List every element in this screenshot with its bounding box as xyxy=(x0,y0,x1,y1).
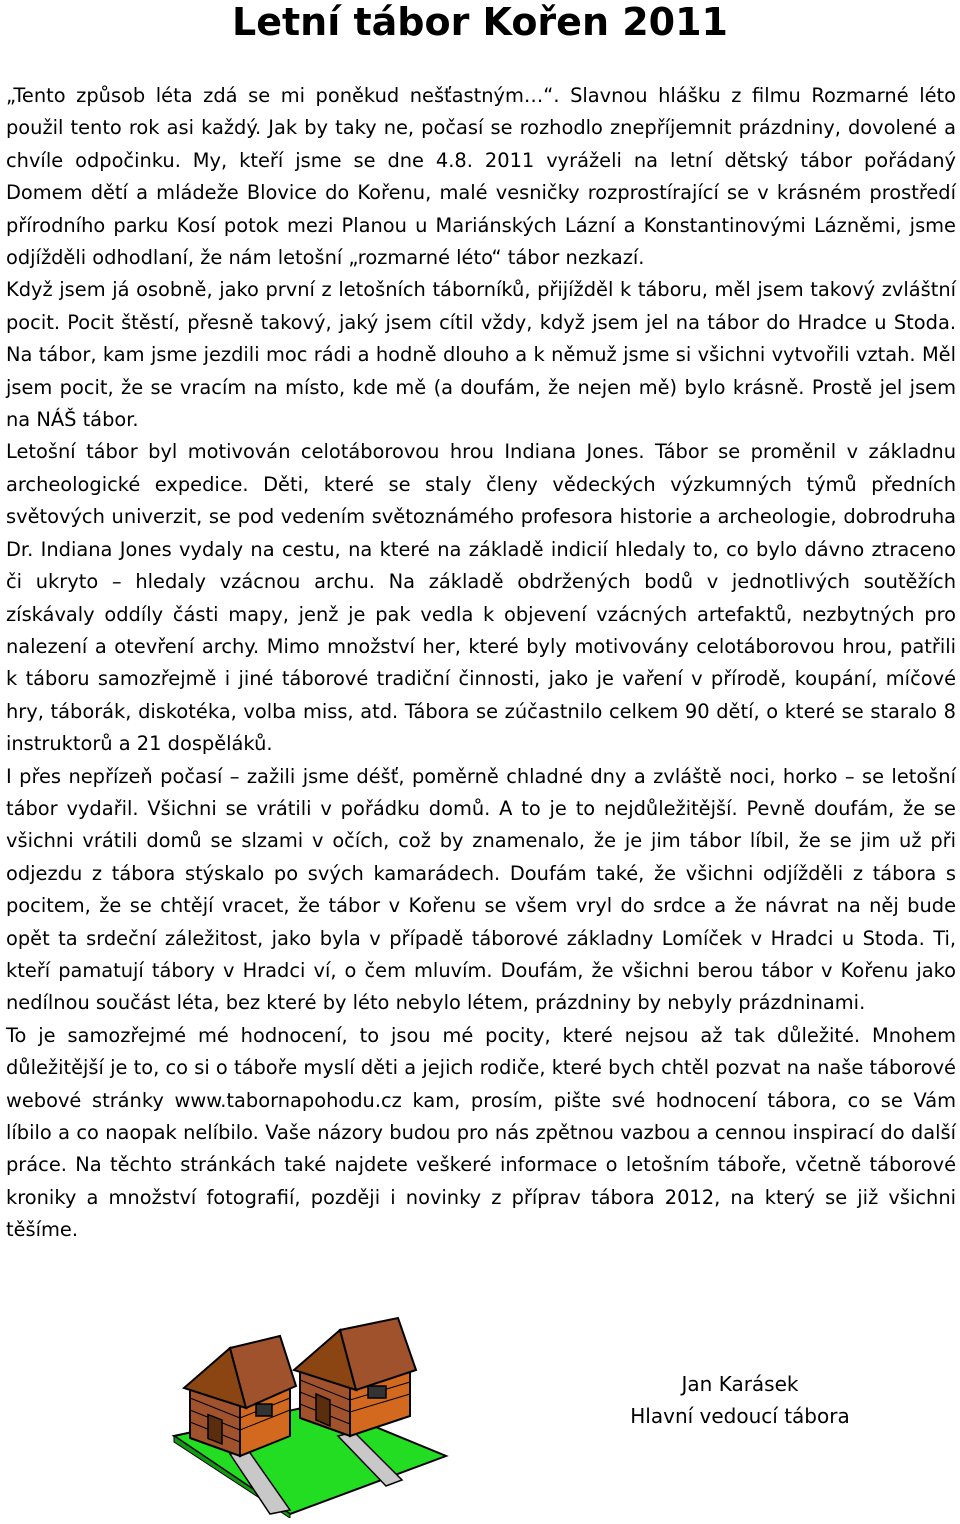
article-body xyxy=(6,80,956,1247)
paragraph-weather: I přes nepřízeň počasí – zažili jsme déšť, poměrně chladné dny a zvláště noci, horko – se letošní tábor vydařil. Všichni se vrátili v pořádku domů. A to je to nejdůležitější. Pevně doufám, že se všichni vrátili domů se slzami v očích, což by znamenalo, že je jim tábor líbil, že se jim už při odjezdu z tábora stýskalo po svých kamarádech. Doufám také, že všichni odjížděli z tábora s pocitem, že se chtějí vracet, že tábor v Kořenu se všem vryl do srdce a že návrat na něj bude opět ta srdeční záležitost, jako byla v případě táborové základny Lomíček v Hradci u Stoda. Ti, kteří pamatují tábory v Hradci ví, o čem mluvím. Doufám, že všichni berou tábor v Kořenu jako nedílnou součást léta, bez které by léto nebylo létem, prázdniny by nebyly prázdninami. xyxy=(6,764,956,1015)
paragraph-intro: „Tento způsob léta zdá se mi poněkud nešťastným…“. Slavnou hlášku z filmu Rozmarné léto použil tento rok asi každý. Jak by taky ne, počasí se rozhodlo znepříjemnit prázdniny, dovolené a chvíle odpočinku. My, kteří jsme se dne 4.8. 2011 vyráželi na letní dětský tábor pořádaný Domem dětí a mládeže Blovice do Kořenu, malé vesničky rozprostírající se v krásném prostředí přírodního parku Kosí potok mezi Planou u Mariánských Lázní a Konstantinovými Lázněmi, jsme odjížděli odhodlaní, že nám letošní „rozmarné léto“ tábor nezkazí. xyxy=(6,84,956,270)
paragraph-arrival: Když jsem já osobně, jako první z letošních táborníků, přijížděl k táboru, měl jsem takový zvláštní pocit. Pocit štěstí, přesně takový, jaký jsem cítil vždy, když jsem jel na tábor do Hradce u Stoda. Na tábor, kam jsme jezdili moc rádi a hodně dlouho a k němuž jsme si všichni vytvořili vztah. Měl jsem pocit, že se vracím na místo, kde mě (a doufám, že nejen mě) bylo krásně. Prostě jel jsem na NÁŠ tábor. xyxy=(6,278,956,432)
paragraph-invitation: To je samozřejmé mé hodnocení, to jsou mé pocity, které nejsou až tak důležité. Mnohem důležitější je to, co si o táboře myslí děti a jejich rodiče, které bych chtěl pozvat na naše táborové webové stránky www.tabornapohodu.cz kam, prosím, pište své hodnocení tábora, co se Vám líbilo a co naopak nelíbilo. Vaše názory budou pro nás zpětnou vazbou a cennou inspirací do další práce. Na těchto stránkách také najdete veškeré informace o letošním táboře, včetně táborové kroniky a množství fotografií, později i novinky z příprav tábora 2012, na který se již všichni těšíme. xyxy=(6,1023,956,1242)
paragraph-game: Letošní tábor byl motivován celotáborovou hrou Indiana Jones. Tábor se proměnil v základnu archeologické expedice. Děti, které se staly členy vědeckých výzkumných týmů předních světových univerzit, se pod vedením světoznámého profesora historie a archeologie, dobrodruha Dr. Indiana Jones vydaly na cestu, na které na základě indicií hledaly to, co bylo dávno ztraceno či ukryto – hledaly vzácnou archu. Na základě obdržených bodů v jednotlivých soutěžích získávaly oddíly části mapy, jenž je pak vedla k objevení vzácných artefaktů, nezbytných pro nalezení a otevření archy. Mimo množství her, které byly motivovány celotáborovou hrou, patřili k táboru samozřejmě i jiné táborové tradiční činnosti, jako je vaření v přírodě, koupání, míčové hry, táborák, diskotéka, volba miss, atd. Tábora se zúčastnilo celkem 90 dětí, o které se staralo 8 instruktorů a 21 dospěláků. xyxy=(6,440,956,756)
signature-role: Hlavní vedoucí tábora xyxy=(630,1404,850,1428)
signature-block xyxy=(610,1368,870,1432)
log-cabins-icon xyxy=(170,1286,450,1518)
page-title: Letní tábor Kořen 2011 xyxy=(232,0,728,44)
cabin-left xyxy=(184,1336,296,1456)
signature-name: Jan Karásek xyxy=(681,1372,799,1396)
cabin-right xyxy=(294,1318,416,1436)
